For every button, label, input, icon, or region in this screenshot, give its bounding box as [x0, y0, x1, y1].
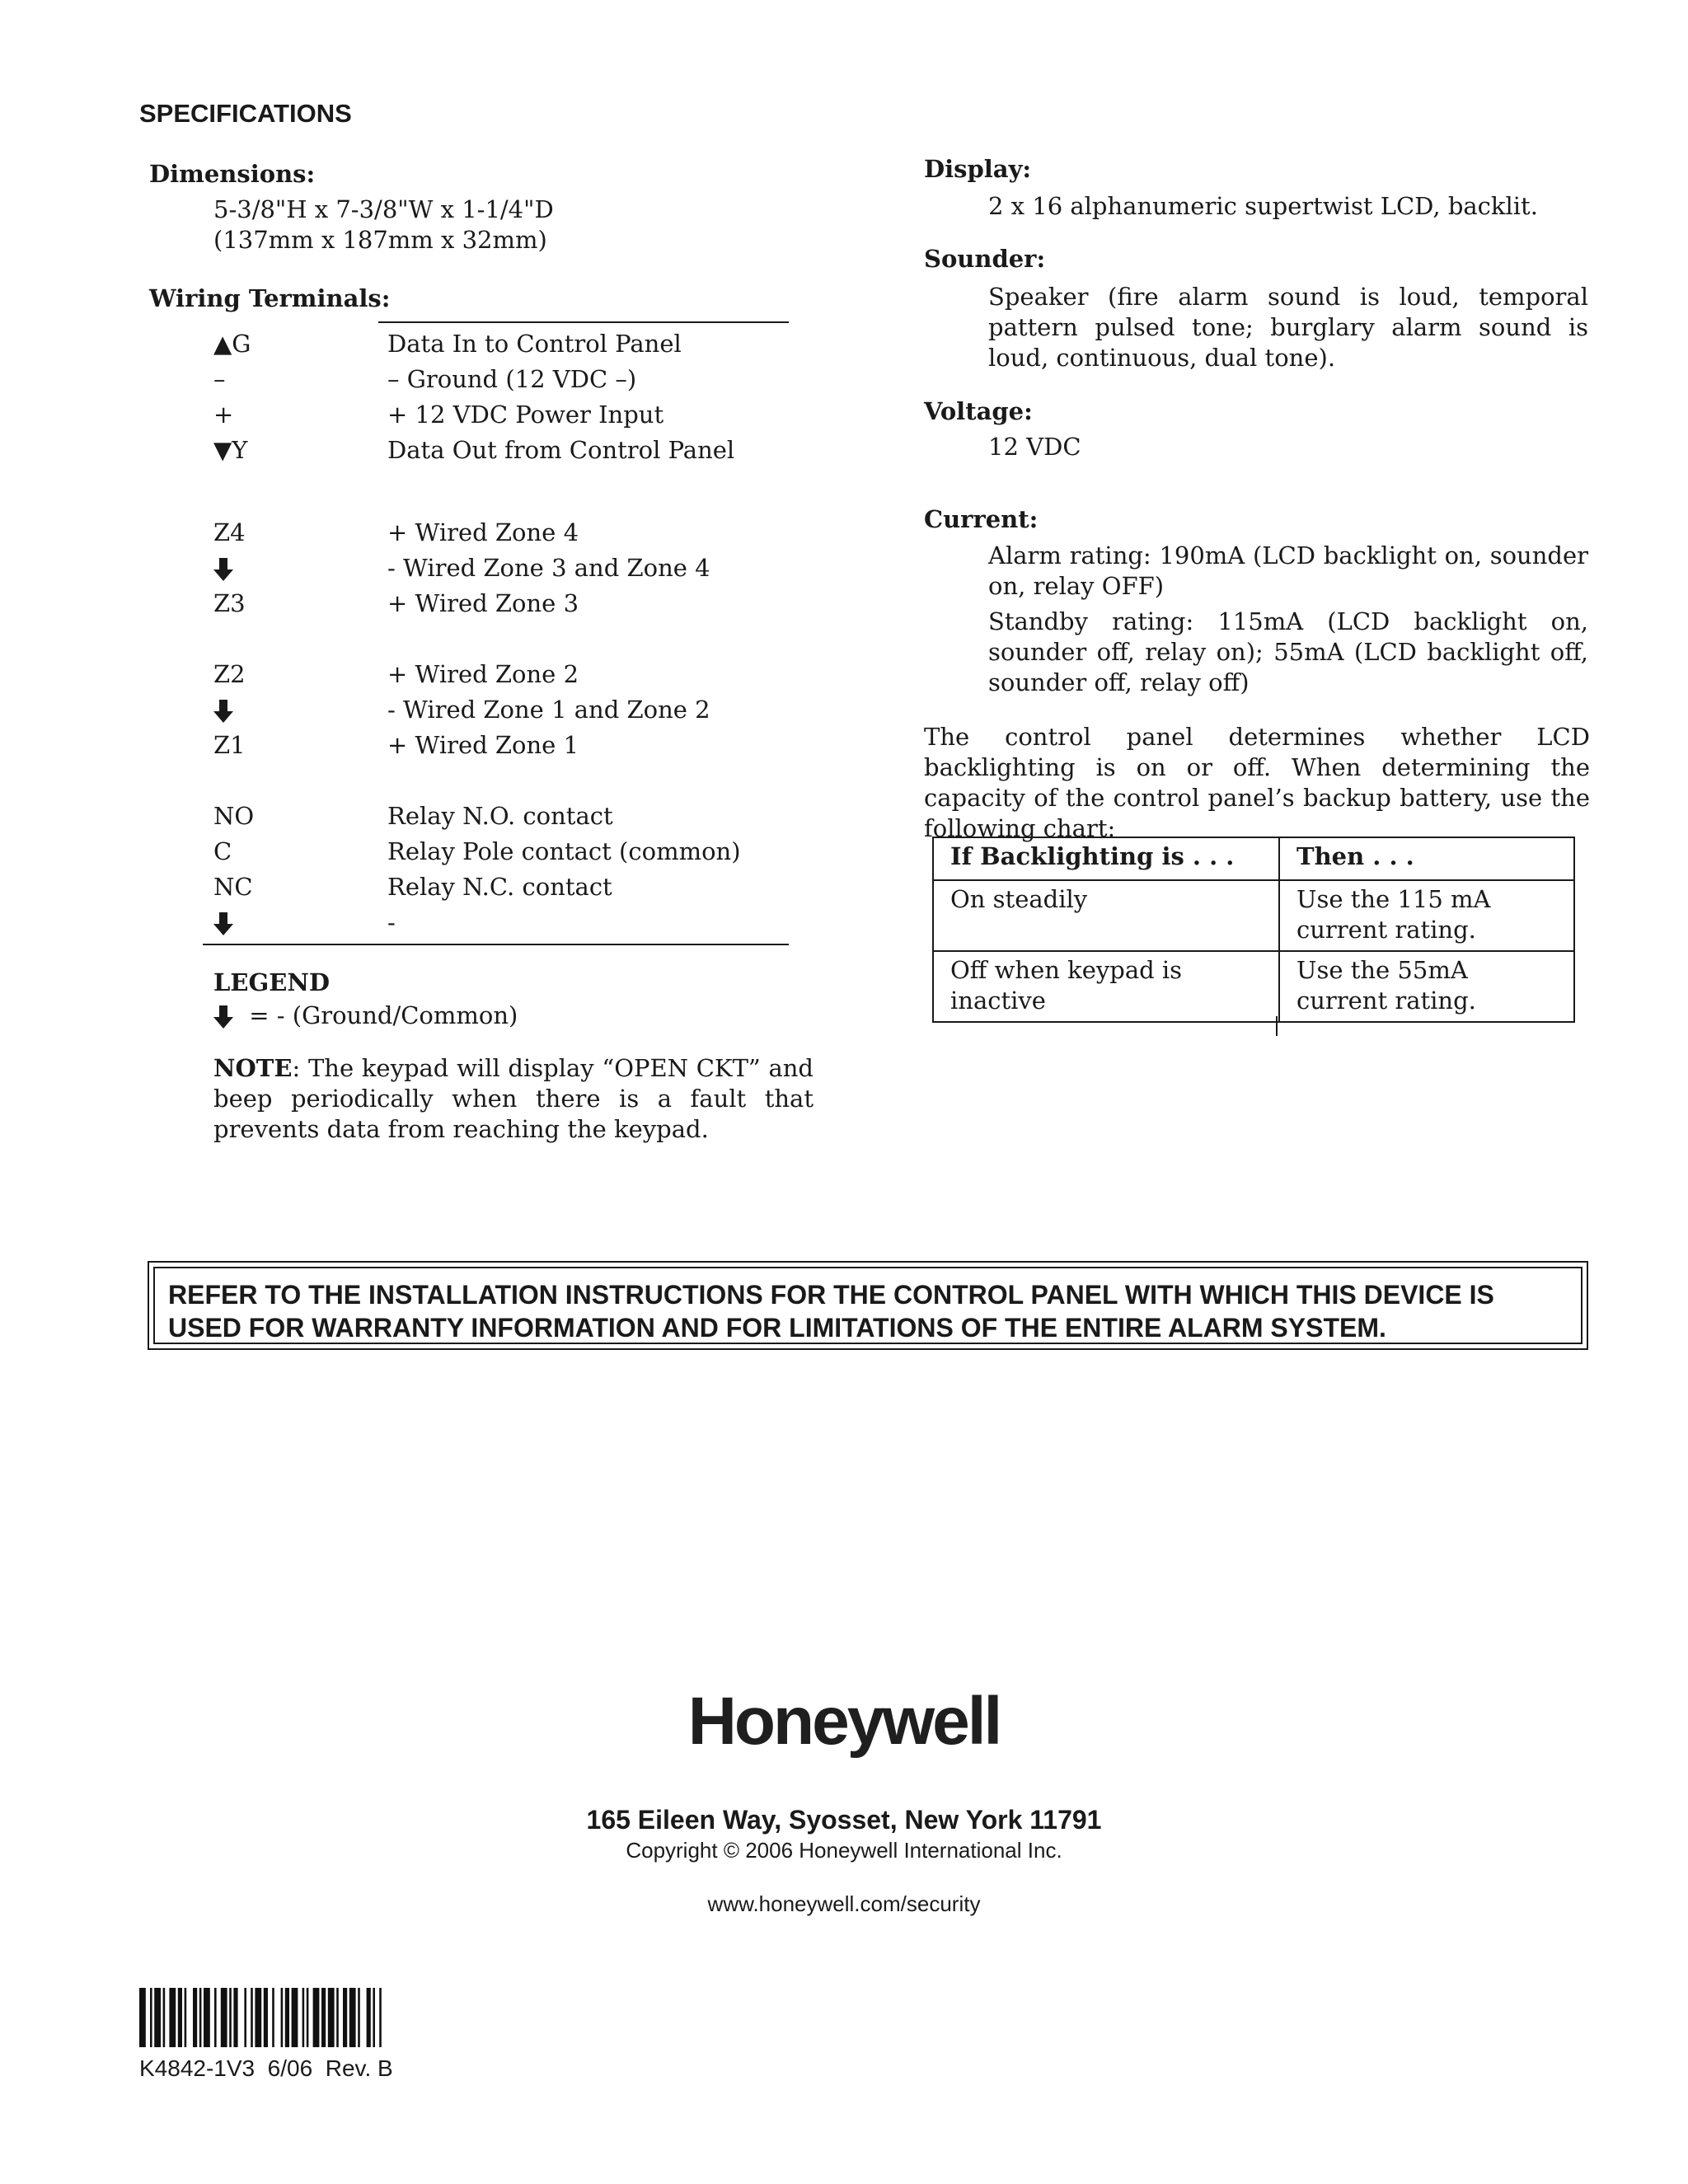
wiring-row	[213, 906, 790, 939]
current-standby-rating: Standby rating: 115mA (LCD backlight on, sounder off, relay on); 55mA (LCD backlight off, sounder off, relay off)	[988, 607, 1588, 696]
terminal-label	[213, 906, 233, 939]
wiring-row	[213, 327, 790, 360]
table-cell: Use the 55mA current rating.	[1279, 951, 1574, 1022]
sounder-text: Speaker (fire alarm sound is loud, temporal pattern pulsed tone; burglary alarm sound is loud, continuous, dual tone).	[988, 283, 1588, 372]
dimensions-line-imperial: 5-3/8"H x 7-3/8"W x 1-1/4"D	[213, 195, 554, 223]
barcode-image	[139, 1988, 576, 2047]
table-header-condition: If Backlighting is . . .	[933, 837, 1279, 880]
ground-arrow-icon	[213, 558, 233, 581]
table-header-result: Then . . .	[1279, 837, 1574, 880]
wiring-row	[213, 434, 790, 466]
note-text: : The keypad will display “OPEN CKT” and beep periodically when there is a fault that prevents data from reaching the keypad.	[213, 1054, 814, 1143]
warranty-notice-text	[168, 1278, 1494, 1344]
terminal-label: Z4	[213, 518, 246, 546]
terminal-description: - Wired Zone 3 and Zone 4	[387, 554, 710, 582]
terminal-description: + Wired Zone 2	[387, 660, 579, 688]
part-number: K4842-1V3 6/06 Rev. B	[139, 2055, 393, 2081]
wiring-terminals-heading: Wiring Terminals:	[149, 284, 391, 312]
terminal-label: +	[213, 401, 234, 429]
wiring-row	[213, 729, 790, 762]
terminal-label: NC	[213, 873, 253, 901]
website-link[interactable]: www.honeywell.com/security	[707, 1891, 981, 1916]
ground-arrow-icon	[213, 912, 233, 935]
terminal-label: ▼Y	[213, 436, 248, 464]
note-label: NOTE	[213, 1054, 293, 1082]
copyright-notice: Copyright © 2006 Honeywell International Inc.	[626, 1838, 1062, 1863]
table-header-row	[933, 837, 1574, 880]
table-cell: Off when keypad is inactive	[933, 951, 1279, 1022]
terminal-label	[213, 551, 233, 584]
terminal-description: Relay Pole contact (common)	[387, 837, 741, 865]
terminal-label: C	[213, 837, 232, 865]
legend-entry	[213, 1001, 518, 1031]
warranty-line-1: REFER TO THE INSTALLATION INSTRUCTIONS FOR THE CONTROL PANEL WITH WHICH THIS DEVICE IS	[168, 1280, 1494, 1310]
warranty-line-2: USED FOR WARRANTY INFORMATION AND FOR LIMITATIONS OF THE ENTIRE ALARM SYSTEM.	[168, 1313, 1386, 1343]
dimensions-line-metric: (137mm x 187mm x 32mm)	[213, 226, 547, 254]
terminal-description: + Wired Zone 4	[387, 518, 579, 546]
voltage-text: 12 VDC	[988, 433, 1081, 461]
display-heading: Display:	[924, 155, 1032, 183]
terminal-label: Z1	[213, 731, 246, 759]
wiring-row	[213, 799, 790, 832]
terminal-description: Data In to Control Panel	[387, 330, 682, 358]
company-address: 165 Eileen Way, Syosset, New York 11791	[586, 1805, 1102, 1835]
terminal-label: Z3	[213, 589, 246, 617]
dimensions-values	[213, 194, 554, 255]
terminal-label: NO	[213, 802, 255, 830]
terminal-label	[213, 693, 233, 726]
terminal-label: –	[213, 365, 226, 393]
wiring-row	[213, 870, 790, 903]
ground-arrow-icon	[213, 700, 233, 723]
terminal-description: + Wired Zone 3	[387, 589, 579, 617]
current-alarm-rating: Alarm rating: 190mA (LCD backlight on, sounder on, relay OFF)	[988, 541, 1588, 600]
backlight-table	[932, 837, 1575, 1023]
terminal-description: -	[387, 908, 396, 936]
wiring-row	[213, 516, 790, 549]
terminal-description: – Ground (12 VDC –)	[387, 365, 637, 393]
legend-heading: LEGEND	[213, 968, 331, 996]
terminal-description: Relay N.O. contact	[387, 802, 613, 830]
terminal-description: + 12 VDC Power Input	[387, 401, 664, 429]
table-divider-tail	[1276, 1016, 1278, 1036]
current-heading: Current:	[924, 505, 1039, 533]
table-row	[933, 880, 1574, 951]
wiring-bottom-rule	[203, 944, 789, 945]
wiring-row	[213, 398, 790, 431]
table-cell: On steadily	[933, 880, 1279, 951]
wiring-row	[213, 835, 790, 868]
terminal-description: Data Out from Control Panel	[387, 436, 735, 464]
terminal-description: Relay N.C. contact	[387, 873, 612, 901]
backlight-paragraph: The control panel determines whether LCD backlighting is on or off. When determining the capacity of the control panel’s backup battery, use the following chart:	[924, 723, 1590, 842]
terminal-label: ▲G	[213, 330, 251, 358]
warranty-notice-box	[148, 1261, 1588, 1350]
ground-arrow-icon	[213, 1005, 233, 1029]
honeywell-logo: Honeywell	[687, 1684, 1001, 1759]
table-cell: Use the 115 mA current rating.	[1279, 880, 1574, 951]
terminal-label: Z2	[213, 660, 246, 688]
wiring-top-rule	[378, 321, 789, 323]
voltage-heading: Voltage:	[924, 397, 1033, 425]
note-paragraph	[213, 1053, 814, 1145]
page-title: SPECIFICATIONS	[139, 99, 352, 128]
sounder-heading: Sounder:	[924, 245, 1046, 273]
dimensions-heading: Dimensions:	[149, 160, 316, 188]
legend-text: = - (Ground/Common)	[249, 1001, 518, 1029]
terminal-description: + Wired Zone 1	[387, 731, 579, 759]
terminal-description: - Wired Zone 1 and Zone 2	[387, 696, 710, 724]
wiring-row	[213, 551, 790, 584]
wiring-row	[213, 693, 790, 726]
wiring-row	[213, 363, 790, 396]
wiring-row	[213, 587, 790, 620]
wiring-row	[213, 658, 790, 691]
display-text: 2 x 16 alphanumeric supertwist LCD, backlit.	[988, 192, 1538, 220]
table-row	[933, 951, 1574, 1022]
warranty-inner-border	[153, 1267, 1582, 1344]
